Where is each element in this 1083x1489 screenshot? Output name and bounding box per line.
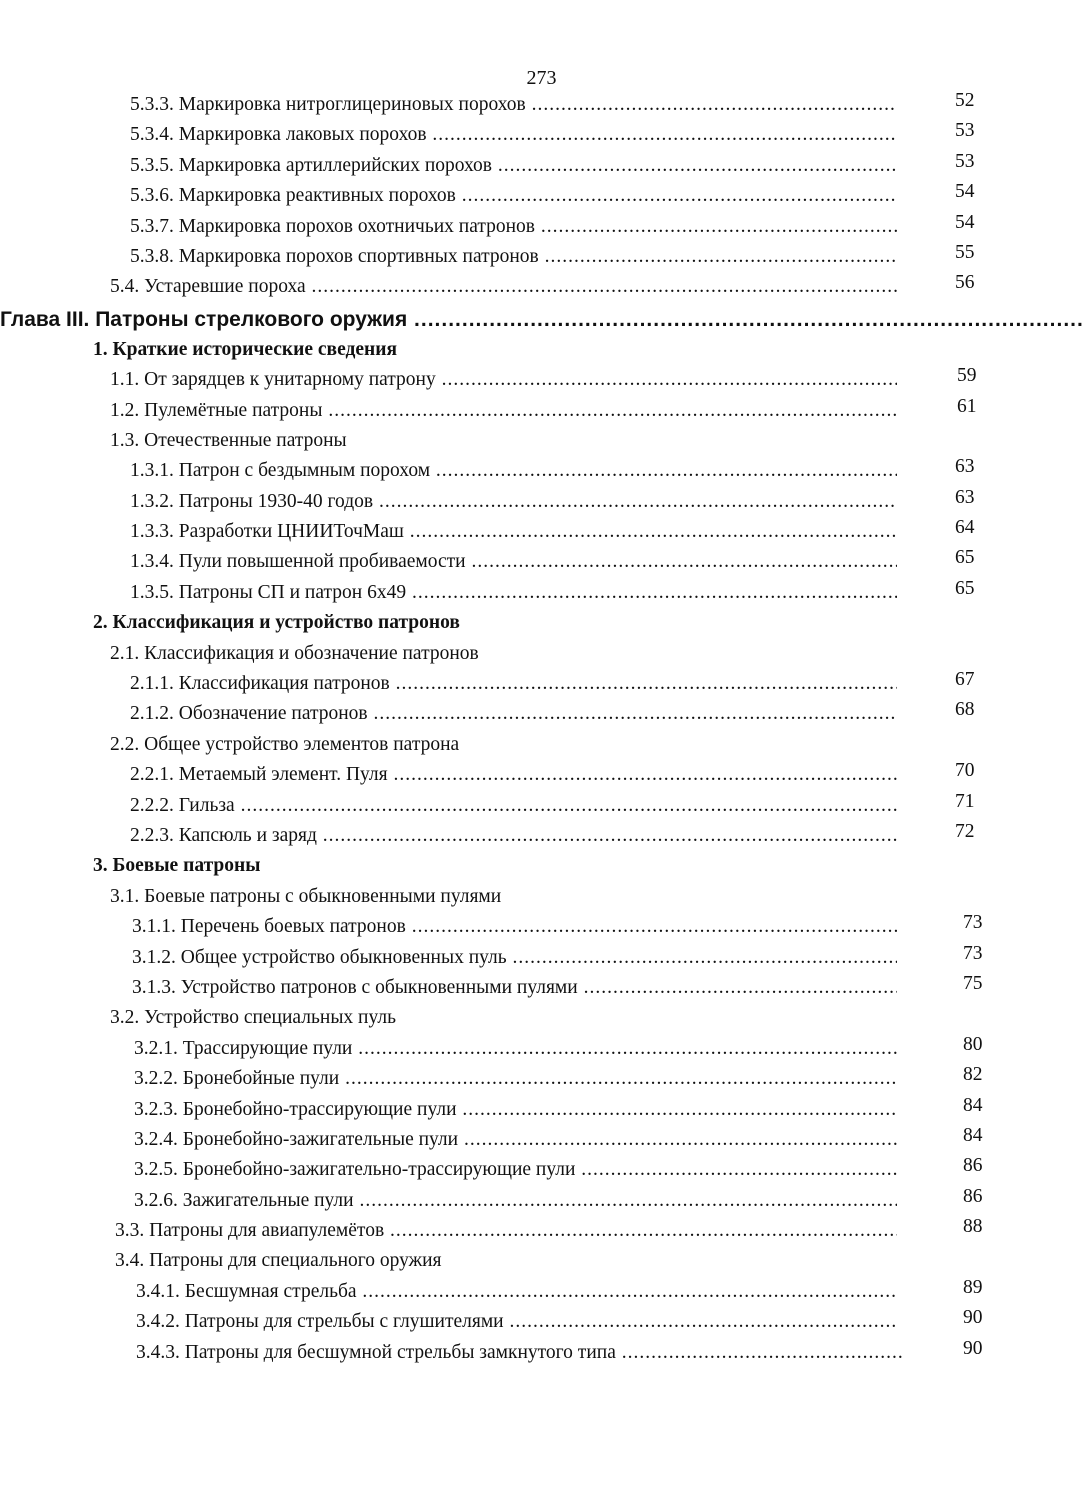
toc-entry-title: 5.3.8. Маркировка порохов спортивных патронов ..... (130, 242, 897, 272)
toc-entry (0, 1338, 1083, 1368)
toc-entry-title: 5.3.3. Маркировка нитроглицериновых порохов ..... (130, 90, 897, 120)
toc-entry (0, 669, 1083, 699)
toc-entry (0, 120, 1083, 150)
toc-entry (0, 912, 1083, 942)
toc-entry-title: 3.3. Патроны для авиапулемётов ..... (115, 1216, 897, 1246)
toc-page-number: 54 (955, 181, 975, 203)
toc-entry-title: 5.3.4. Маркировка лаковых порохов ..... (130, 120, 897, 150)
toc-entry (0, 1277, 1083, 1307)
toc-page-number: 56 (955, 272, 975, 294)
toc-entry-title: 3.2.5. Бронебойно-зажигательно-трассирующие пули ..... (134, 1155, 897, 1185)
toc-entry-title: 3.4. Патроны для специального оружия (115, 1250, 442, 1272)
toc-page-number: 73 (963, 942, 983, 964)
toc-entry-title: 1.3.1. Патрон с бездымным порохом ..... (130, 456, 897, 486)
toc-entry-title: 1.3.5. Патроны СП и патрон 6х49 ..... (130, 578, 897, 608)
toc-page-number: 71 (955, 790, 975, 812)
toc-entry (0, 973, 1083, 1003)
toc-entry (0, 1216, 1083, 1246)
toc-entry-title: 3.4.2. Патроны для стрельбы с глушителями ..... (136, 1307, 897, 1337)
table-of-contents (0, 90, 1083, 1368)
toc-page-number: 86 (963, 1185, 983, 1207)
toc-section (0, 608, 1083, 638)
toc-entry-title: 2.2.3. Капсюль и заряд ..... (130, 821, 897, 851)
toc-page-number: 73 (963, 912, 983, 934)
toc-entry-title: 3.1. Боевые патроны с обыкновенными пулями (110, 885, 502, 907)
chapter-title: Глава III. Патроны стрелкового оружия ..... (0, 308, 1083, 331)
toc-page-number: 80 (963, 1033, 983, 1055)
toc-entry (0, 151, 1083, 181)
toc-entry-title: 3.2.6. Зажигательные пули ..... (134, 1186, 897, 1216)
toc-page-number: 59 (957, 365, 977, 387)
toc-entry (0, 882, 1083, 912)
toc-entry (0, 426, 1083, 456)
toc-page-number: 63 (955, 486, 975, 508)
toc-entry-title: 3.1.2. Общее устройство обыкновенных пуль ..... (132, 943, 897, 973)
toc-page-number: 82 (963, 1064, 983, 1086)
toc-entry (0, 821, 1083, 851)
toc-entry-title: 5.3.7. Маркировка порохов охотничьих патронов ..... (130, 212, 897, 242)
toc-page-number: 52 (955, 90, 975, 111)
toc-entry-title: 3.2.3. Бронебойно-трассирующие пули ..... (134, 1095, 897, 1125)
toc-page-number: 84 (963, 1124, 983, 1146)
toc-entry (0, 242, 1083, 272)
toc-page-number: 84 (963, 1094, 983, 1116)
toc-entry-title: 3.2.4. Бронебойно-зажигательные пули ..... (134, 1125, 897, 1155)
toc-entry (0, 1095, 1083, 1125)
toc-entry-title: 1.3.4. Пули повышенной пробиваемости ..... (130, 547, 897, 577)
toc-page-number: 53 (955, 150, 975, 172)
toc-page-number: 53 (955, 120, 975, 142)
toc-entry (0, 791, 1083, 821)
toc-page-number: 55 (955, 241, 975, 263)
toc-entry (0, 212, 1083, 242)
toc-entry (0, 1155, 1083, 1185)
toc-entry-title: 3. Боевые патроны (93, 855, 261, 877)
toc-entry-title: 1.3.2. Патроны 1930-40 годов ..... (130, 487, 897, 517)
toc-entry-title: 3.2.1. Трассирующие пули ..... (134, 1034, 897, 1064)
page-number: 273 (526, 67, 557, 89)
toc-entry (0, 396, 1083, 426)
toc-section (0, 851, 1083, 881)
toc-entry (0, 1034, 1083, 1064)
toc-page-number: 75 (963, 972, 983, 994)
toc-entry (0, 1307, 1083, 1337)
toc-entry-title: 3.1.3. Устройство патронов с обыкновенными пулями ..... (132, 973, 897, 1003)
toc-entry-title: 2. Классификация и устройство патронов (93, 612, 460, 634)
toc-entry-title: 1.2. Пулемётные патроны ..... (110, 396, 897, 426)
toc-entry (0, 456, 1083, 486)
toc-entry (0, 90, 1083, 120)
toc-entry (0, 578, 1083, 608)
toc-entry (0, 730, 1083, 760)
toc-entry-title: 3.4.1. Бесшумная стрельба ..... (136, 1277, 897, 1307)
toc-entry (0, 1064, 1083, 1094)
toc-entry-title: 2.1.1. Классификация патронов ..... (130, 669, 897, 699)
toc-entry (0, 1246, 1083, 1276)
toc-entry (0, 365, 1083, 395)
toc-page-number: 90 (963, 1307, 983, 1329)
toc-entry-title: 5.3.5. Маркировка артиллерийских порохов ..... (130, 151, 897, 181)
toc-entry-title: 1.3.3. Разработки ЦНИИТочМаш ..... (130, 517, 897, 547)
toc-page-number: 86 (963, 1155, 983, 1177)
toc-entry-title: 3.4.3. Патроны для бесшумной стрельбы замкнутого типа ..... (136, 1338, 905, 1368)
toc-entry (0, 943, 1083, 973)
toc-entry (0, 181, 1083, 211)
toc-entry (0, 699, 1083, 729)
toc-entry-title: 2.1. Классификация и обозначение патронов (110, 642, 479, 664)
toc-entry-title: 3.2.2. Бронебойные пули ..... (134, 1064, 897, 1094)
toc-page-number: 63 (955, 456, 975, 478)
toc-page-number: 67 (955, 669, 975, 691)
toc-entry-title: 5.3.6. Маркировка реактивных порохов ..... (130, 181, 897, 211)
toc-entry (0, 1186, 1083, 1216)
toc-entry-title: 3.1.1. Перечень боевых патронов ..... (132, 912, 897, 942)
toc-page-number: 72 (955, 820, 975, 842)
toc-section (0, 335, 1083, 365)
toc-entry-title: 2.1.2. Обозначение патронов ..... (130, 699, 897, 729)
toc-page-number: 88 (963, 1216, 983, 1238)
toc-entry-title: 5.4. Устаревшие пороха ..... (110, 272, 897, 302)
toc-entry-title: 2.2.2. Гильза ..... (130, 791, 897, 821)
chapter-heading (0, 303, 1083, 335)
toc-page-number: 54 (955, 211, 975, 233)
toc-entry-title: 1.3. Отечественные патроны (110, 429, 347, 451)
toc-entry-title: 1. Краткие исторические сведения (93, 338, 398, 360)
toc-entry (0, 639, 1083, 669)
toc-entry (0, 1003, 1083, 1033)
toc-page-number: 65 (955, 547, 975, 569)
toc-entry (0, 487, 1083, 517)
toc-entry (0, 1125, 1083, 1155)
toc-entry-title: 2.2. Общее устройство элементов патрона (110, 733, 460, 755)
toc-page-number: 61 (957, 395, 977, 417)
toc-entry (0, 517, 1083, 547)
toc-page-number: 65 (955, 577, 975, 599)
toc-page-number: 90 (963, 1337, 983, 1359)
toc-page-number: 89 (963, 1276, 983, 1298)
toc-page-number: 70 (955, 760, 975, 782)
toc-entry (0, 547, 1083, 577)
toc-entry-title: 1.1. От зарядцев к унитарному патрону ..... (110, 365, 897, 395)
toc-page-number: 64 (955, 517, 975, 539)
toc-entry-title: 2.2.1. Метаемый элемент. Пуля ..... (130, 760, 897, 790)
toc-entry (0, 760, 1083, 790)
toc-entry-title: 3.2. Устройство специальных пуль (110, 1007, 396, 1029)
toc-page-number: 68 (955, 699, 975, 721)
toc-entry (0, 272, 1083, 302)
